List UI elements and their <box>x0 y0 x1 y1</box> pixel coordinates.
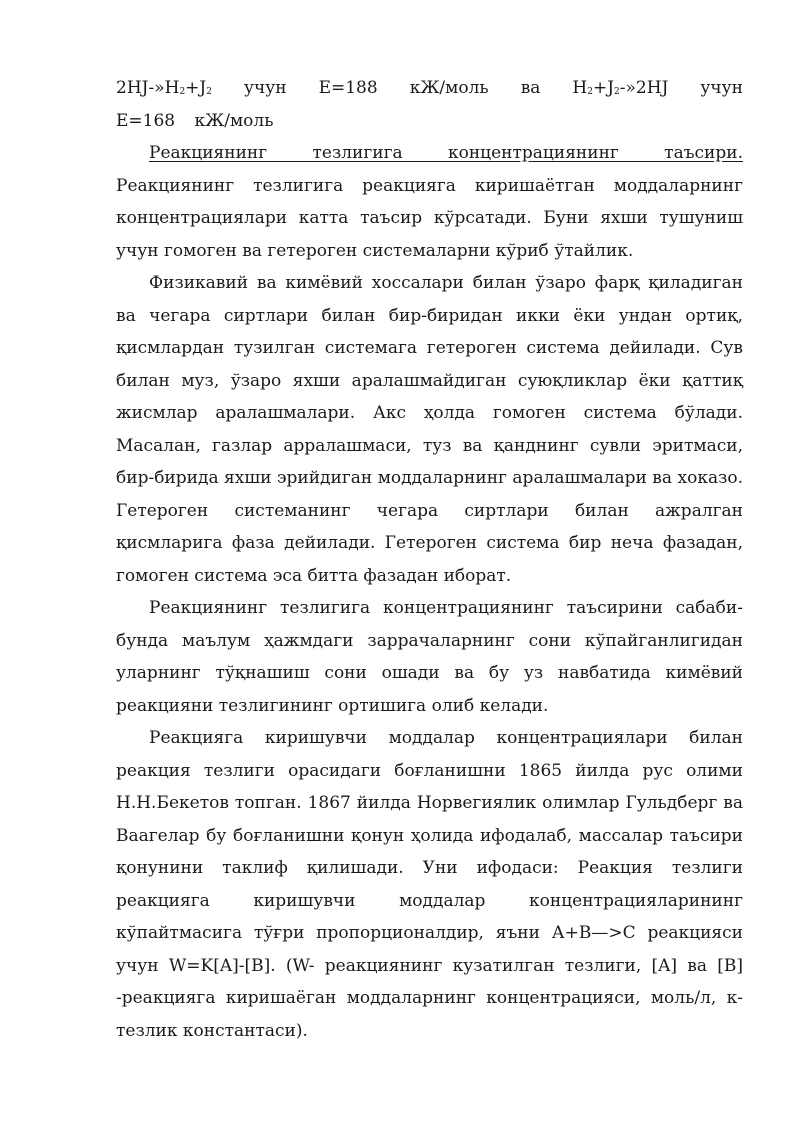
subscript: 2 <box>587 87 593 97</box>
subscript: 2 <box>614 87 620 97</box>
reaction-2-text: Н <box>572 78 588 98</box>
body-paragraph: Реакциянинг тезлигига концентрациянинг таъсирини сабаби-бунда маълум ҳажмдаги заррачаларнинг сони кўпайганлигидан уларнинг тўқнашиш сони ошади ва бу уз навбатида кимёвий реакцияни тезлигининг ортишига олиб келади. <box>116 598 743 716</box>
reaction-2-text: +J <box>592 78 615 98</box>
section-intro-text: Реакциянинг тезлигига реакцияга киришаётган моддаларнинг концентрациялари катта таъсир кўрсатади. Буни яхши тушуниш учун гомоген ва гетероген системаларни кўриб ўтайлик. <box>116 175 743 261</box>
document-page <box>116 72 743 1047</box>
subscript: 2 <box>206 87 212 97</box>
reaction-2-energy: -»2HJ учун Е=168 кЖ/моль <box>116 78 743 131</box>
section-heading: Реакциянинг тезлигига концентрациянинг таъсири. <box>149 143 743 163</box>
reaction-1-energy: учун Е=188 кЖ/моль ва <box>211 78 573 98</box>
reaction-1-text: 2HJ-»H <box>116 78 180 98</box>
reaction-energy-formula <box>116 72 743 137</box>
section-intro-paragraph <box>116 137 743 267</box>
body-paragraph: Реакцияга киришувчи моддалар концентрациялари билан реакция тезлиги орасидаги боғланишни 1865 йилда рус олими Н.Н.Бекетов топган. 1867 йилда Норвегиялик олимлар Гульдберг ва Ваагелар бу боғланишни қонун ҳолида ифодалаб, массалар таъсири қонунини таклиф қилишади. Уни ифодаси: Реакция тезлиги реакцияга киришувчи моддалар концентрацияларининг кўпайтмасига тўғри пропорционалдир, яъни А+В—>С реакцияси учун W=K[A]-[B]. (W- реакциянинг кузатилган тезлиги, [A] ва [B] -реакцияга киришаёган моддаларнинг концентрацияси, моль/л, к-тезлик константаси). <box>116 728 743 1041</box>
reaction-1-text: +J <box>185 78 207 98</box>
body-paragraph: Физикавий ва кимёвий хоссалари билан ўзаро фарқ қиладиган ва чегара сиртлари билан бир-биридан икки ёки ундан ортиқ, қисмлардан тузилган системага гетероген система дейилади. Сув билан муз, ўзаро яхши аралашмайдиган суюқликлар ёки қаттиқ жисмлар аралашмалари. Акс ҳолда гомоген система бўлади. Масалан, газлар арралашмаси, туз ва қанднинг сувли эритмаси, бир-бирида яхши эрийдиган моддаларнинг аралашмалари ва хоказо. Гетероген системанинг чегара сиртлари билан ажралган қисмларига фаза дейилади. Гетероген система бир неча фазадан, гомоген система эса битта фазадан иборат. <box>116 273 743 586</box>
subscript: 2 <box>179 87 186 97</box>
